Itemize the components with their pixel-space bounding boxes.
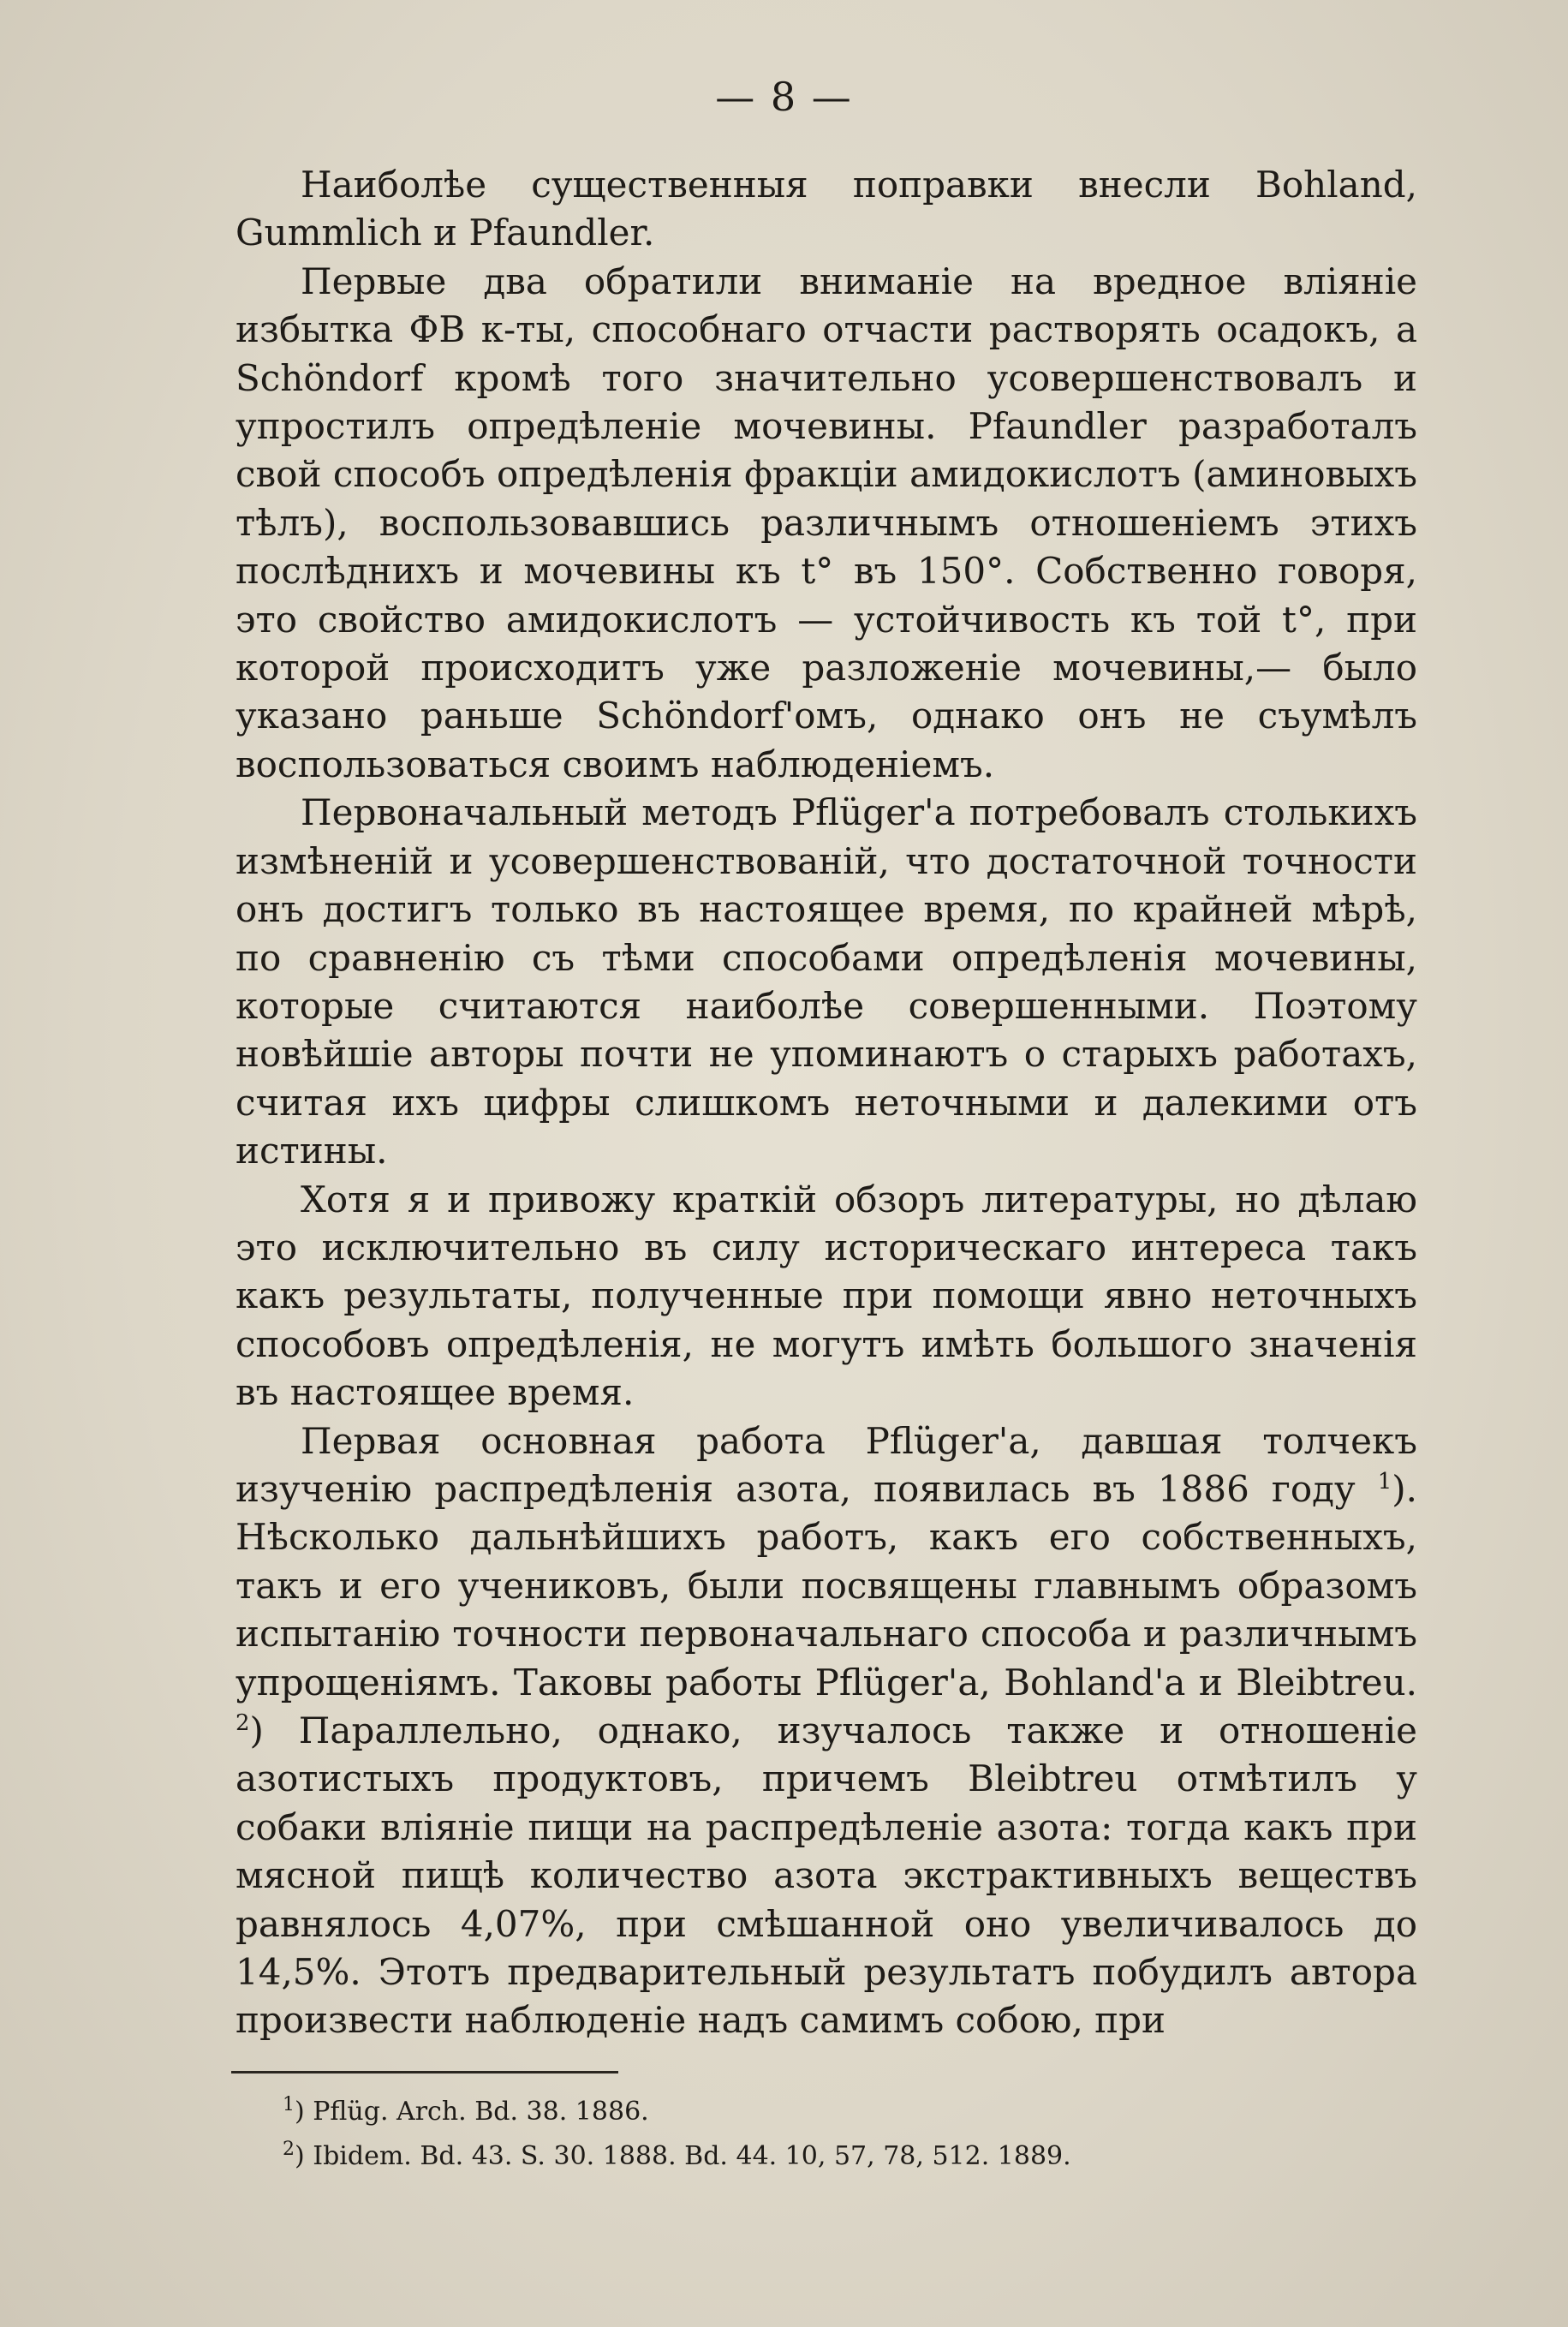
footnote-ref-2: 2 bbox=[235, 1710, 250, 1736]
paragraph-5-part-2: ). Нѣсколько дальнѣйшихъ работъ, какъ его собственныхъ, такъ и его учениковъ, были посвящены главнымъ образомъ испытанію точности первоначальнаго способа и различнымъ упрощеніямъ. Таковы работы Pflüger'а, Bohland'а и Bleibtreu. bbox=[235, 1467, 1417, 1703]
footnote-divider bbox=[231, 2071, 618, 2073]
paragraph-4: Хотя я и привожу краткій обзоръ литературы, но дѣлаю это исключительно въ силу историческаго интереса такъ какъ результаты, полученные при помощи явно неточныхъ способовъ опредѣленія, не могутъ имѣть большого значенія въ настоящее время. bbox=[235, 1178, 1417, 1414]
paragraph-5-part-1: Первая основная работа Pflüger'а, давшая толчекъ изученію распредѣленія азота, появилась въ 1886 году bbox=[235, 1419, 1417, 1510]
footnote-1 bbox=[283, 2090, 1310, 2134]
page-number: — 8 — bbox=[715, 74, 853, 120]
footnote-2-mark: 2 bbox=[283, 2139, 295, 2160]
footnote-ref-1: 1 bbox=[1377, 1468, 1392, 1495]
footnote-2 bbox=[283, 2134, 1310, 2179]
footnote-1-mark: 1 bbox=[283, 2094, 295, 2115]
footnote-1-text: ) Pflüg. Arch. Bd. 38. 1886. bbox=[295, 2097, 649, 2127]
footnote-2-text: ) Ibidem. Bd. 43. S. 30. 1888. Bd. 44. 10, 57, 78, 512. 1889. bbox=[295, 2141, 1071, 2171]
paragraph-2: Первые два обратили вниманіе на вредное вліяніе избытка ФВ к-ты, способнаго отчасти растворять осадокъ, а Schöndorf кромѣ того значительно усовершенствовалъ и упростилъ опредѣленіе мочевины. Pfaundler разработалъ свой способъ опредѣленія фракціи амидокислотъ (аминовыхъ тѣлъ), воспользовавшись различнымъ отношеніемъ этихъ послѣднихъ и мочевины къ t° въ 150°. Собственно говоря, это свойство амидокислотъ — устойчивость къ той t°, при которой происходитъ уже разложеніе мочевины,— было указано раньше Schöndorf'омъ, однако онъ не съумѣлъ воспользоваться своимъ наблюденіемъ. bbox=[235, 260, 1417, 785]
paragraph-5 bbox=[235, 1417, 1417, 2045]
paragraph-1: Наиболѣе существенныя поправки внесли Bohland, Gummlich и Pfaundler. bbox=[235, 164, 1417, 254]
paragraph-5-part-3: ) Параллельно, однако, изучалось также и отношеніе азотистыхъ продуктовъ, причемъ Bleibtreu отмѣтилъ у собаки вліяніе пищи на распредѣленіе азота: тогда какъ при мясной пищѣ количество азота экстрактивныхъ веществъ равнялось 4,07%, при смѣшанной оно увеличивалось до 14,5%. Этотъ предварительный результатъ побудилъ автора произвести наблюденіе надъ самимъ собою, при bbox=[235, 1709, 1417, 2042]
footnotes bbox=[283, 2090, 1310, 2179]
body-text bbox=[235, 161, 1417, 2045]
paragraph-3: Первоначальный методъ Pflüger'а потребовалъ столькихъ измѣненій и усовершенствованій, что достаточной точности онъ достигъ только въ настоящее время, по крайней мѣрѣ, по сравненію съ тѣми способами опредѣленія мочевины, которые считаются наиболѣе совершенными. Поэтому новѣйшіе авторы почти не упоминаютъ о старыхъ работахъ, считая ихъ цифры слишкомъ неточными и далекими отъ истины. bbox=[235, 791, 1417, 1172]
